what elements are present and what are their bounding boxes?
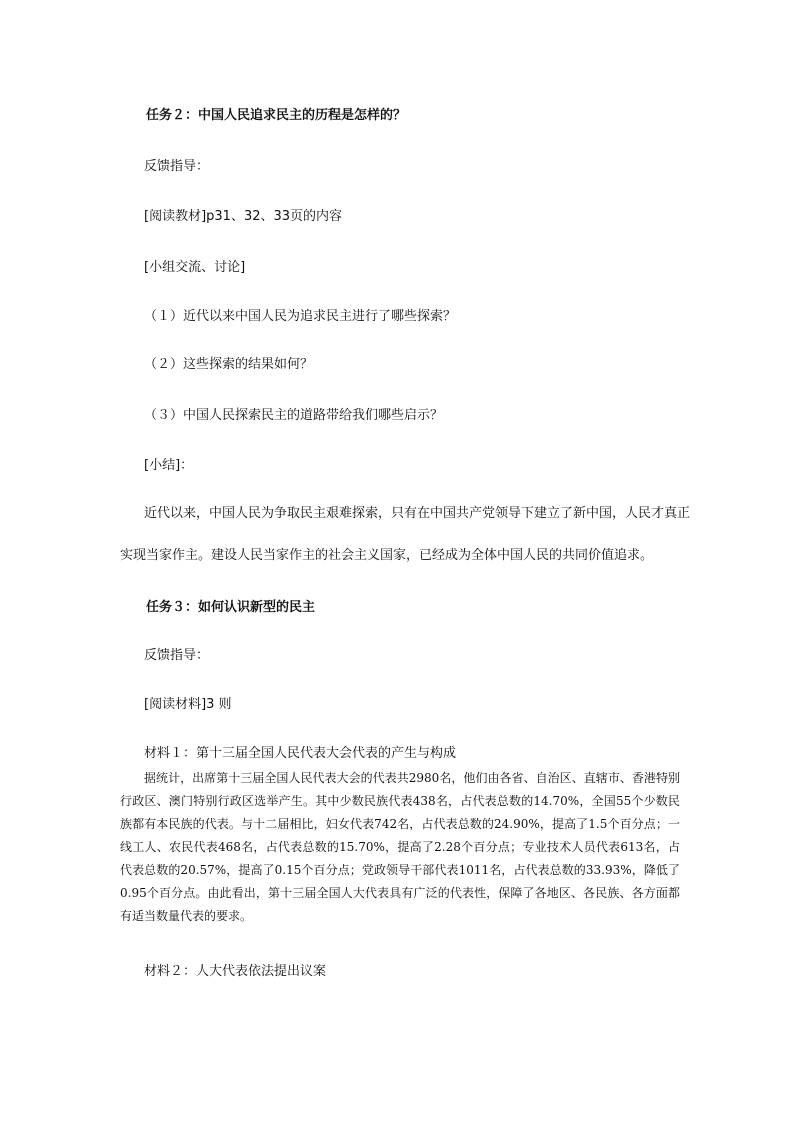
reading-instruction: [阅读教材]p31、32、33页的内容 <box>144 209 343 224</box>
material-1-text: 据统计，出席第十三届全国人民代表大会的代表共2980名，他们由各省、自治区、直辖市、香港特别行政区、澳门特别行政区选举产生。其中少数民族代表438名，占代表总数的14.70%，全国55个少数民族都有本民族的代表。与十二届相比，妇女代表742名，占代表总数的24.90%，提高了1.5个百分点；一线工人、农民代表468名，占代表总数的15.70%，提高了2.28个百分点；专业技术人员代表613名，占代表总数的20.57%，提高了0.15个百分点；党政领导干部代表1011名，占代表总数的33.93%，降低了0.95个百分点。由此看出，第十三届全国人大代表具有广泛的代表性，保障了各地区、各民族、各方面都有适当数量代表的要求。 <box>120 771 680 923</box>
reading-materials: [阅读材料]3 则 <box>144 697 232 712</box>
task2-heading: 任务２：中国人民追求民主的历程是怎样的？ <box>146 108 407 123</box>
feedback-label: 反馈指导： <box>144 159 210 174</box>
question-2: （２）这些探索的结果如何？ <box>144 357 314 372</box>
question-1: （１）近代以来中国人民为追求民主进行了哪些探索？ <box>144 309 457 324</box>
summary-line-2: 实现当家作主。建设人民当家作主的社会主义国家，已经成为全体中国人民的共同价值追求。 <box>120 548 654 563</box>
material-2-title: 材料２：人大代表依法提出议案 <box>144 964 327 979</box>
summary-label: [小结]： <box>144 458 194 473</box>
material-1-title: 材料１：第十三届全国人民代表大会代表的产生与构成 <box>144 746 457 761</box>
question-3: （３）中国人民探索民主的道路带给我们哪些启示？ <box>144 408 444 423</box>
feedback-label-2: 反馈指导： <box>144 648 210 663</box>
summary-line-1: 近代以来，中国人民为争取民主艰难探索，只有在中国共产党领导下建立了新中国，人民才真正 <box>144 506 691 521</box>
group-discussion: [小组交流、讨论] <box>144 260 246 275</box>
task3-heading: 任务３：如何认识新型的民主 <box>146 600 316 615</box>
